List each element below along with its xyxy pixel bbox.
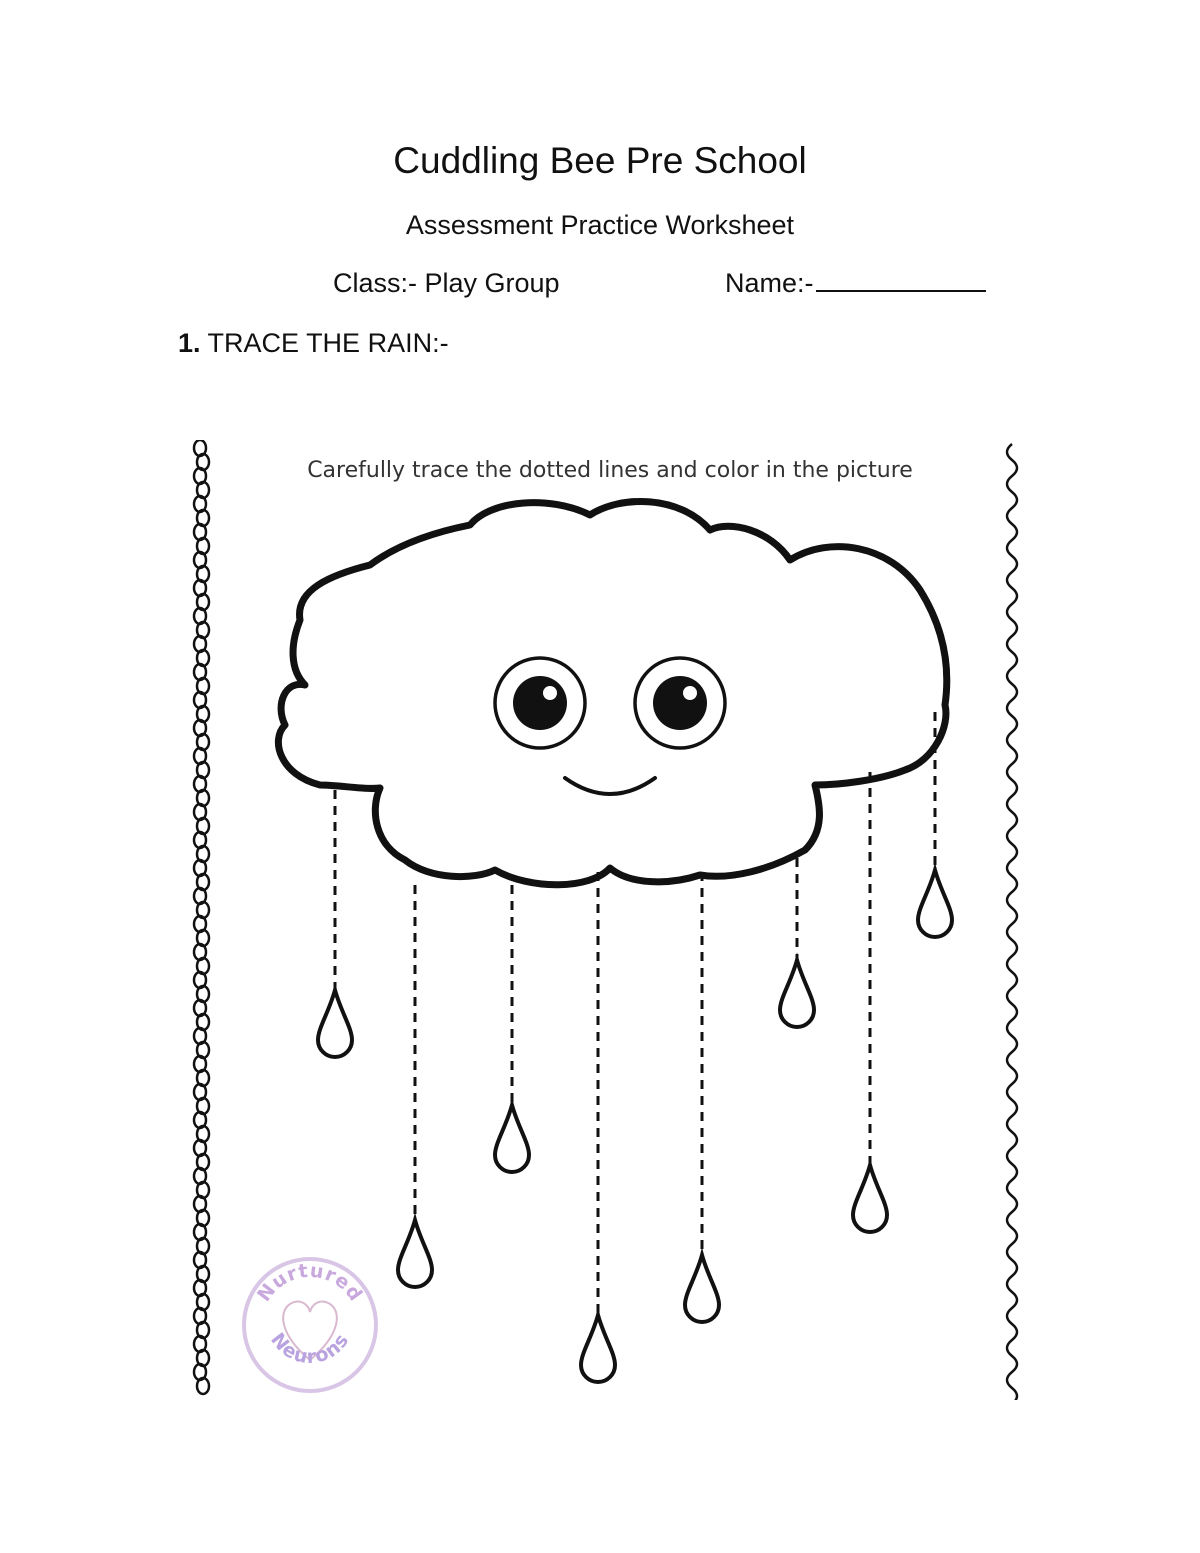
raindrop-icon	[398, 1220, 432, 1287]
name-blank-line	[816, 268, 986, 292]
logo-top-text: Nurtured	[253, 1259, 368, 1306]
raindrop-icon	[918, 870, 952, 937]
question-number: 1.	[178, 328, 201, 358]
logo-bottom-text: Neurons	[266, 1328, 354, 1369]
worksheet-subtitle: Assessment Practice Worksheet	[405, 210, 795, 240]
name-label: Name:-	[725, 268, 814, 298]
raindrop-icon	[853, 1165, 887, 1232]
right-eye-pupil	[653, 676, 707, 730]
question-heading	[178, 328, 449, 359]
raindrop-icon	[780, 960, 814, 1027]
rain-drops	[318, 870, 952, 1382]
raindrop-icon	[685, 1255, 719, 1322]
tracing-worksheet	[190, 440, 1030, 1400]
tracing-instruction: Carefully trace the dotted lines and color in the picture	[307, 458, 913, 483]
left-eye-shine	[543, 686, 557, 700]
worksheet-illustration	[190, 440, 1030, 1400]
right-wavy-border	[1007, 444, 1017, 1400]
question-text: TRACE THE RAIN:-	[207, 328, 449, 358]
class-label: Class:- Play Group	[333, 268, 560, 298]
left-chain-border	[194, 440, 209, 1394]
raindrop-icon	[495, 1105, 529, 1172]
raindrop-icon	[581, 1315, 615, 1382]
school-title: Cuddling Bee Pre School	[393, 140, 807, 181]
left-eye-pupil	[513, 676, 567, 730]
cloud-outline	[278, 501, 946, 884]
raindrop-icon	[318, 990, 352, 1057]
nurtured-neurons-logo	[244, 1259, 376, 1391]
name-field	[725, 268, 986, 299]
right-eye-shine	[683, 686, 697, 700]
